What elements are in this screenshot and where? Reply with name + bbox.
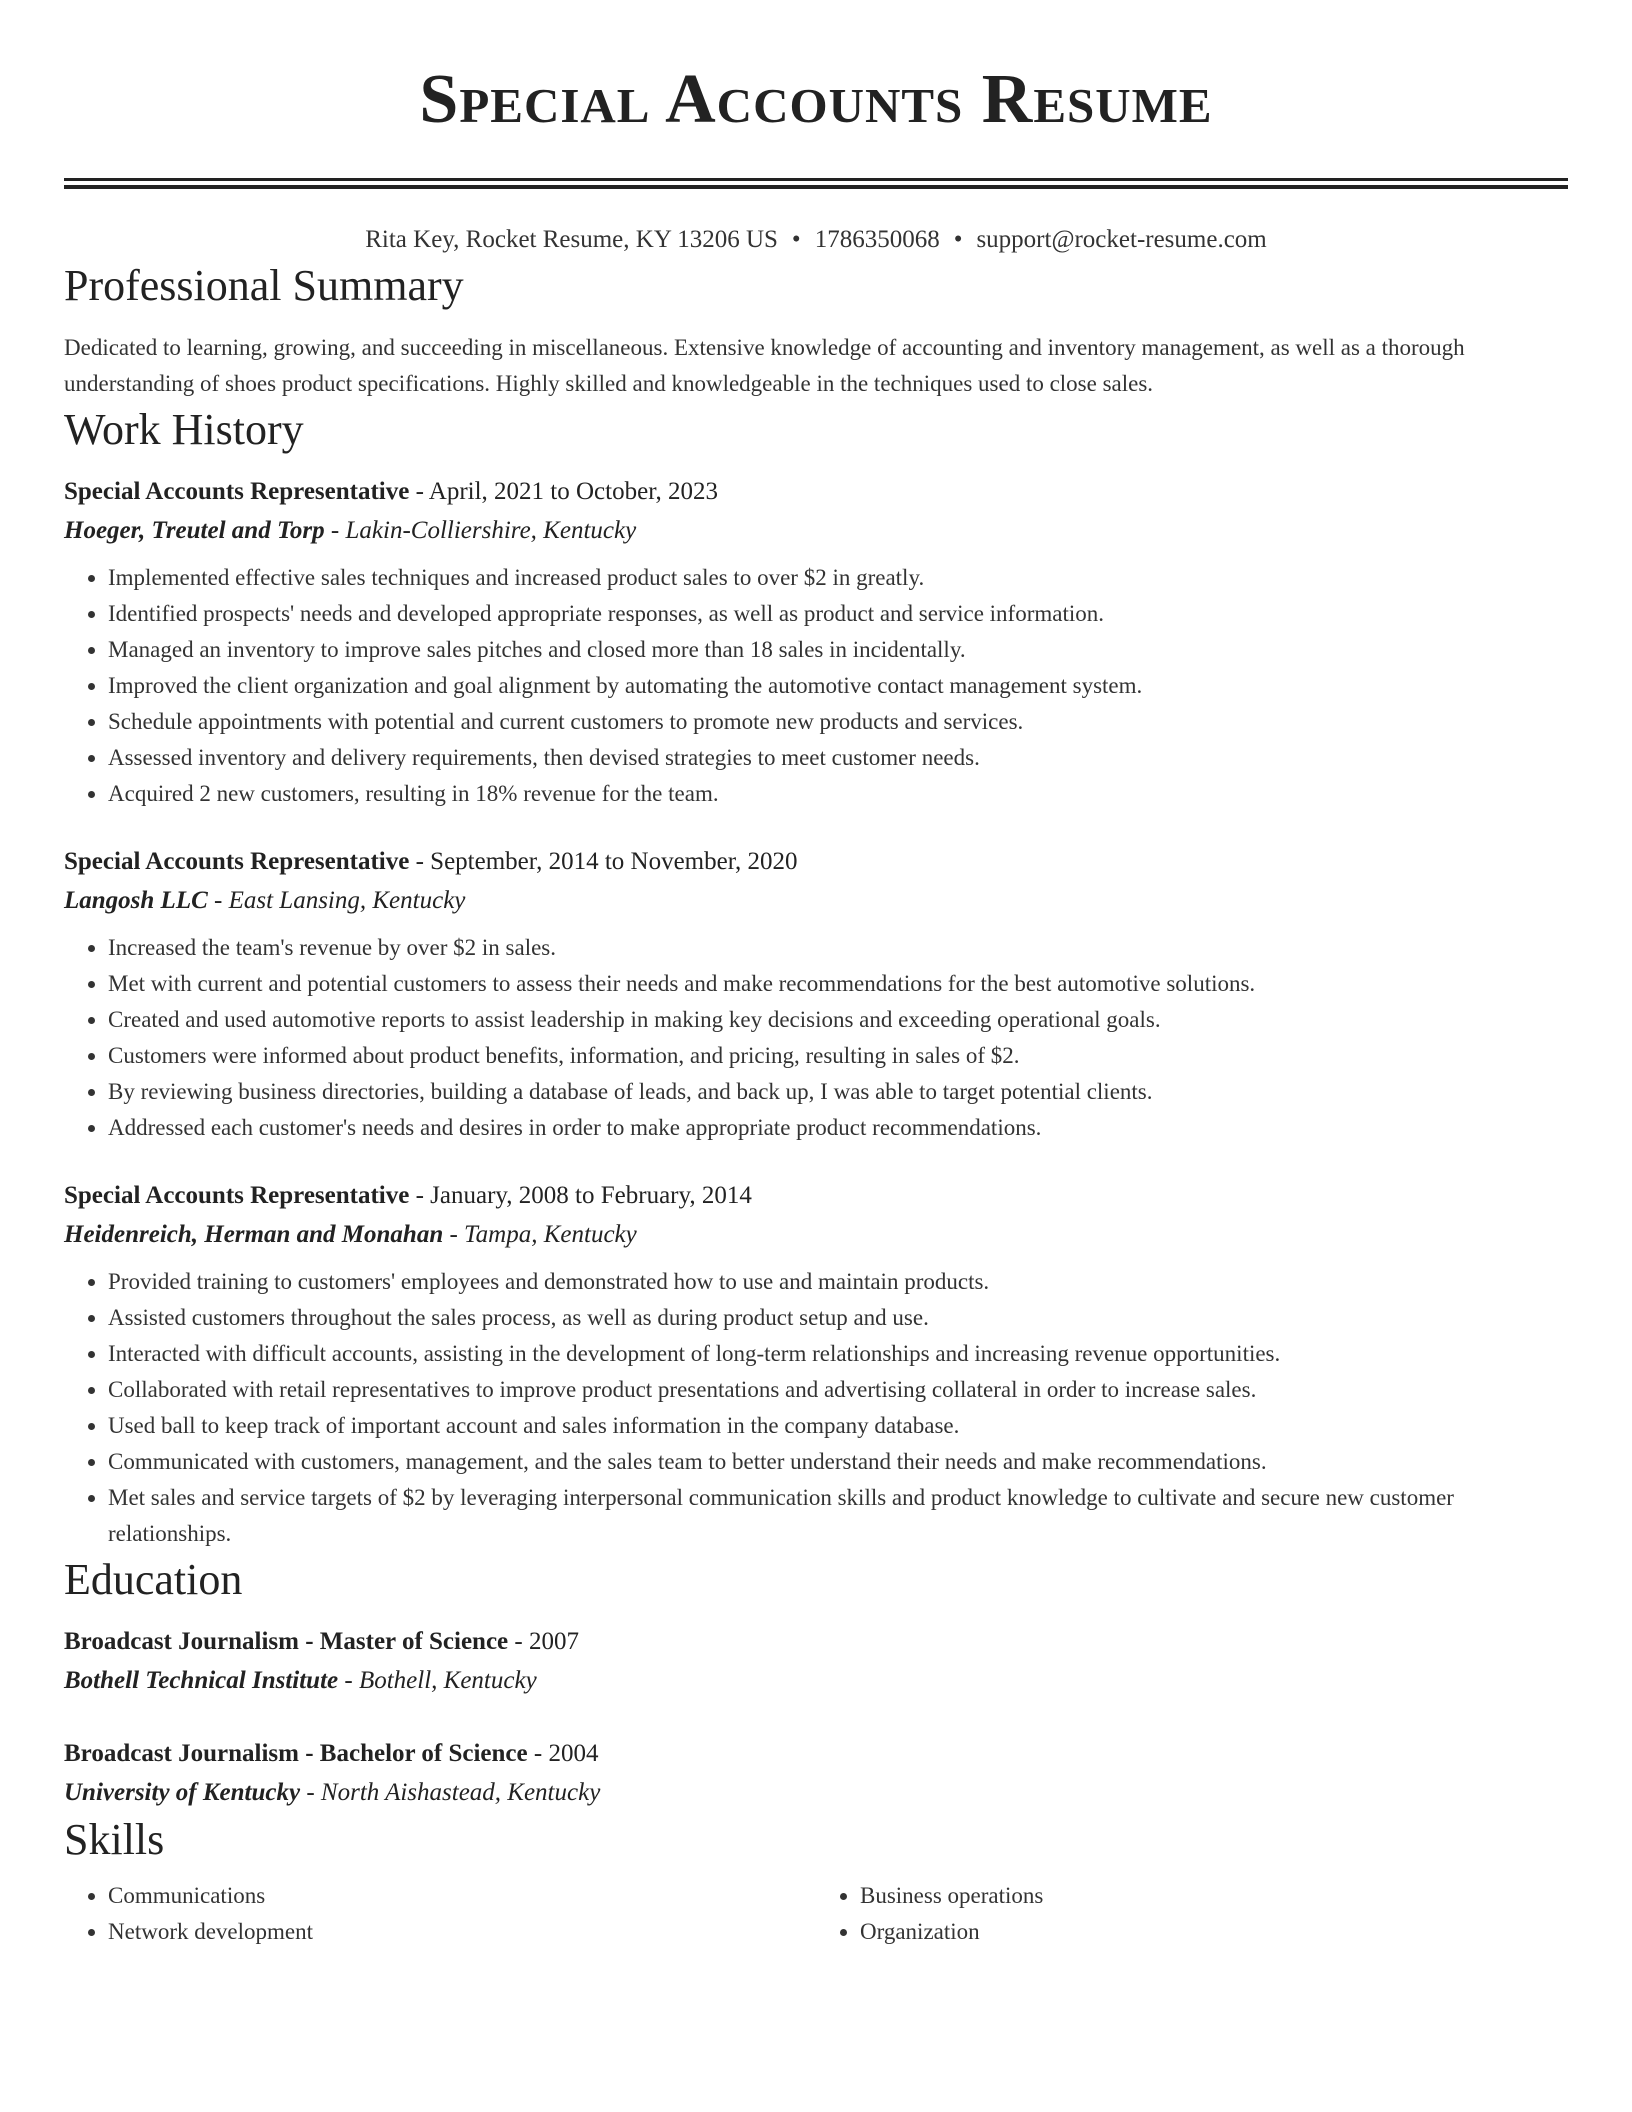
degree-line (64, 1734, 1568, 1774)
skill-item: • Communications (108, 1878, 816, 1914)
job-title-line (64, 472, 1568, 512)
work-history-heading: Work History (64, 405, 304, 454)
school-line (64, 1774, 1568, 1812)
list-item: • Improved the client organization and goal alignment by automating the automotive contact management system. (108, 668, 1568, 704)
list-item: • Collaborated with retail representatives to improve product presentations and advertising collateral in order to increase sales. (108, 1372, 1568, 1408)
list-item: • Created and used automotive reports to assist leadership in making key decisions and exceeding operational goals. (108, 1002, 1568, 1038)
list-item: • Met with current and potential customers to assess their needs and make recommendations for the best automotive solutions. (108, 966, 1568, 1002)
contact-email: support@rocket-resume.com (976, 226, 1267, 253)
job-dates: - April, 2021 to October, 2023 (409, 478, 719, 505)
degree-name: Broadcast Journalism - Master of Science (64, 1628, 509, 1655)
list-item: • Provided training to customers' employees and demonstrated how to use and maintain products. (108, 1264, 1568, 1300)
list-item: • Interacted with difficult accounts, assisting in the development of long-term relationships and increasing revenue opportunities. (108, 1336, 1568, 1372)
job-title: Special Accounts Representative (64, 1182, 410, 1209)
summary-text: Dedicated to learning, growing, and succeeding in miscellaneous. Extensive knowledge of accounting and inventory management, as well as a thorough understanding of shoes product specifications. Highly skilled and knowledgeable in the techniques used to close sales. (64, 335, 1465, 396)
employer-location: - Lakin-Colliershire, Kentucky (324, 517, 637, 544)
list-item: • Customers were informed about product benefits, information, and pricing, resulting in sales of $2. (108, 1038, 1568, 1074)
employer-location: - East Lansing, Kentucky (207, 887, 466, 914)
contact-separator: • (953, 226, 963, 253)
school-location: - Bothell, Kentucky (338, 1667, 537, 1694)
resume-title: Special Accounts Resume (419, 61, 1213, 138)
employer-location: - Tampa, Kentucky (443, 1221, 637, 1248)
school-name: Bothell Technical Institute (64, 1667, 339, 1694)
employer-name: Heidenreich, Herman and Monahan (64, 1221, 444, 1248)
list-item: • Assisted customers throughout the sales process, as well as during product setup and use. (108, 1300, 1568, 1336)
skills-column-left (64, 1878, 816, 1950)
job-entry (64, 842, 1568, 1146)
job-entry (64, 1176, 1568, 1552)
job-duties-list (64, 1264, 1568, 1552)
summary-heading: Professional Summary (64, 261, 464, 310)
list-item: • Communicated with customers, management, and the sales team to better understand their needs and make recommendations. (108, 1444, 1568, 1480)
job-dates: - September, 2014 to November, 2020 (409, 848, 798, 875)
list-item: • Increased the team's revenue by over $2 in sales. (108, 930, 1568, 966)
contact-separator: • (791, 226, 801, 253)
degree-line (64, 1622, 1568, 1662)
list-item: • Acquired 2 new customers, resulting in 18% revenue for the team. (108, 776, 1568, 812)
list-item: • Managed an inventory to improve sales pitches and closed more than 18 sales in incidentally. (108, 632, 1568, 668)
graduation-year: - 2007 (508, 1628, 579, 1655)
list-item: • Schedule appointments with potential and current customers to promote new products and services. (108, 704, 1568, 740)
list-item: • Identified prospects' needs and developed appropriate responses, as well as product and service information. (108, 596, 1568, 632)
list-item: • Used ball to keep track of important account and sales information in the company database. (108, 1408, 1568, 1444)
education-entry (64, 1622, 1568, 1700)
employer-line (64, 1216, 1568, 1254)
job-duties-list (64, 930, 1568, 1146)
employer-line (64, 512, 1568, 550)
list-item: • Assessed inventory and delivery requirements, then devised strategies to meet customer needs. (108, 740, 1568, 776)
skill-item: • Organization (860, 1914, 1568, 1950)
job-duties-list (64, 560, 1568, 812)
skills-list (64, 1878, 1568, 1950)
school-location: - North Aishastead, Kentucky (300, 1779, 601, 1806)
employer-name: Hoeger, Treutel and Torp (64, 517, 325, 544)
degree-name: Broadcast Journalism - Bachelor of Science (64, 1740, 528, 1767)
skills-column-right (816, 1878, 1568, 1950)
skills-heading: Skills (64, 1815, 165, 1864)
job-dates: - January, 2008 to February, 2014 (409, 1182, 752, 1209)
job-title: Special Accounts Representative (64, 848, 410, 875)
skill-item: • Business operations (860, 1878, 1568, 1914)
contact-address: Rita Key, Rocket Resume, KY 13206 US (365, 226, 778, 253)
skill-item: • Network development (108, 1914, 816, 1950)
education-heading: Education (64, 1555, 243, 1604)
contact-line (64, 222, 1568, 258)
job-title: Special Accounts Representative (64, 478, 410, 505)
contact-phone: 1786350068 (814, 226, 940, 253)
graduation-year: - 2004 (527, 1740, 599, 1767)
list-item: • Addressed each customer's needs and desires in order to make appropriate product recommendations. (108, 1110, 1568, 1146)
job-entry (64, 472, 1568, 812)
list-item: • Implemented effective sales techniques and increased product sales to over $2 in greatly. (108, 560, 1568, 596)
employer-name: Langosh LLC (64, 887, 208, 914)
title-divider (64, 178, 1568, 189)
list-item: • Met sales and service targets of $2 by leveraging interpersonal communication skills and product knowledge to cultivate and secure new customer relationships. (108, 1480, 1568, 1552)
school-name: University of Kentucky (64, 1779, 301, 1806)
job-title-line (64, 842, 1568, 882)
job-title-line (64, 1176, 1568, 1216)
employer-line (64, 882, 1568, 920)
school-line (64, 1662, 1568, 1700)
education-entry (64, 1734, 1568, 1812)
list-item: • By reviewing business directories, building a database of leads, and back up, I was able to target potential clients. (108, 1074, 1568, 1110)
